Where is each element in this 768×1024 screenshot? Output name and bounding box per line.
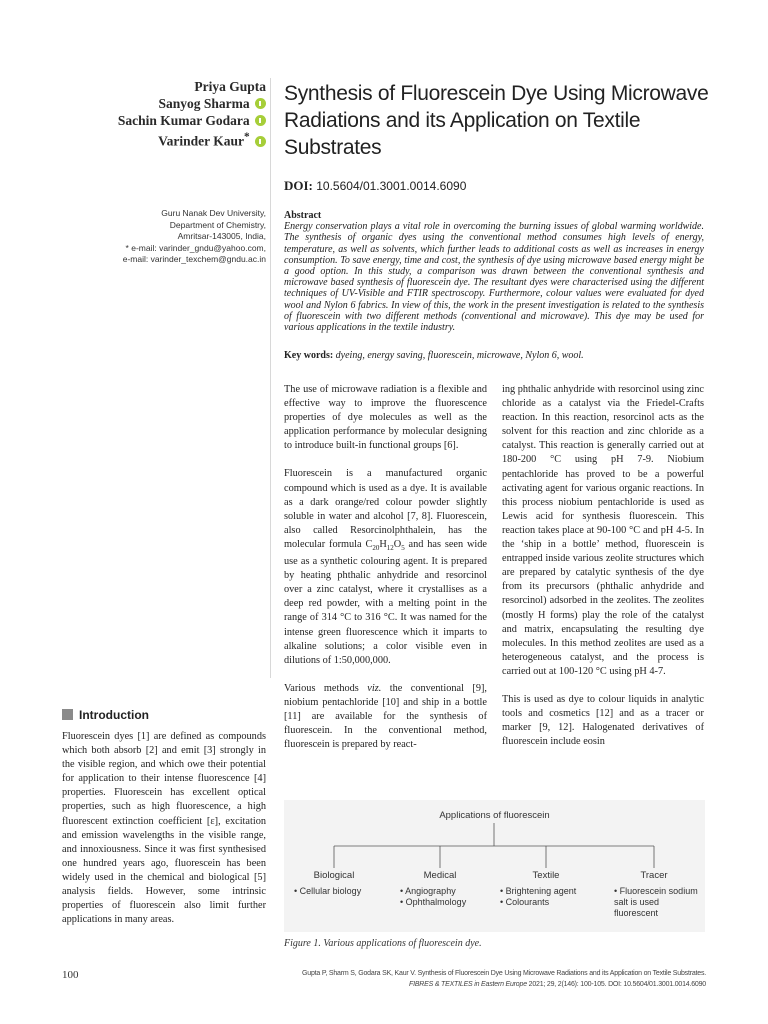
orcid-icon[interactable]: [255, 136, 266, 147]
paragraph: This is used as dye to colour liquids in analytic tools and cosmetics [12] and as a tracer or marker [9, 12]. Halogenated derivatives of fluorescein include eosin: [502, 693, 704, 748]
figure-category: Textile: [532, 870, 560, 881]
figure-root-label: Applications of fluorescein: [439, 810, 550, 821]
paper-title: Synthesis of Fluorescein Dye Using Microwave Radiations and its Application on Textile Substrates: [284, 82, 709, 159]
figure-caption: Figure 1. Various applications of fluorescein dye.: [284, 938, 482, 949]
abstract-heading: Abstract: [284, 210, 322, 221]
abstract: [284, 210, 704, 333]
email-link[interactable]: * e-mail: varinder_gndu@yahoo.com,: [125, 242, 266, 253]
doi[interactable]: DOI: 10.5604/01.3001.0014.6090: [284, 178, 467, 193]
affiliation: Guru Nanak Dev University, Department of Chemistry, Amritsar-143005, India, * e-mail: varinder_gndu@yahoo.com, e-mail: varinder_texchem@gndu.ac.in: [100, 208, 266, 266]
keywords: Key words: dyeing, energy saving, fluorescein, microwave, Nylon 6, wool.: [284, 350, 584, 361]
paragraph: The use of microwave radiation is a flexible and effective way to improve the fluorescence properties of dye molecules as well as the application performance by molecular designing to introduce built-in functional groups [6].: [284, 384, 487, 452]
body-column-2: [284, 383, 487, 766]
figure-category: Biological: [313, 870, 355, 881]
section-square-icon: [62, 709, 73, 720]
author-1: Priya Gupta: [194, 79, 266, 94]
column-divider: [270, 78, 271, 678]
paragraph: Various methods viz. the conventional [9], niobium pentachloride [10] and ship in a bottle [11] are available for the synthesis of fluorescein. In the conventional method, fluorescein is prepared by react-: [284, 682, 487, 751]
section-heading-introduction: Introduction: [62, 708, 149, 722]
author-2: Sanyog Sharma: [62, 95, 266, 112]
page-number: 100: [62, 969, 79, 981]
email-link[interactable]: e-mail: varinder_texchem@gndu.ac.in: [122, 254, 266, 264]
author-4: Varinder Kaur*: [62, 129, 266, 150]
body-column-1: [62, 730, 266, 941]
body-column-3: [502, 383, 704, 763]
abstract-text: Energy conservation plays a vital role in overcoming the burning issues of global warming worldwide. The synthesis of organic dyes using the conventional method consumes high levels of energy, temperature, as well as solvents, which further leads to additional costs as well as increases in energy consumption. To save energy, time and cost, the synthesis of dye using microwave based energy might be a good option. In this study, a comparison was drawn between the conventional synthesis and microwave based synthesis of fluorescein dye. The resultant dyes were characterised using the different techniques of UV-Visible and FTIR spectroscopy. Furthermore, colour values were evaluated for dyed wool and Nylon 6 fabrics. In view of this, the work in the present investigation is related to the synthesis of fluorescein with two different methods (conventional and microwave). This dye may be used for various applications in the textile industry.: [284, 221, 704, 334]
paragraph: ing phthalic anhydride with resorcinol using zinc chloride as a catalyst via the Friedel-Crafts reaction. In this reaction, resorcinol acts as the solvent for this reaction and zinc chloride as a catalyst. This reaction is generally carried out at 180-200 °C using pH 7-9. Niobium pentachloride has proved to be a powerful activating agent for various organic reactions. In this process niobium pentachloride is used as Lewis acid for synthesis fluorescein. This reaction takes place at 90-100 °C and pH 4-5. In the ‘ship in a bottle’ method, fluorescein is entrapped inside various zeolite structures which are prepared by catalytic synthesis of the dye from its precursors (phthalic anhydride and resorcinol) adsorbed in the zeolites. The zeolites (mostly H forms) play the role of the catalyst and matrix, encapsulating the resulting dye molecules. In this method zeolites are used as a heterogeneous catalyst, and the process is carried out at 100-120 °C using pH 4-7.: [502, 384, 704, 677]
figure-category: Medical: [423, 870, 457, 881]
figure-category: Tracer: [640, 870, 668, 881]
paragraph: Fluorescein is a manufactured organic compound which is used as a dye. It is available as a dark orange/red colour powder slightly soluble in water and alcohol [7, 8]. Fluorescein, also called Resorcinolphthalein, has the molecular formula $C_{20}H_{12}O_5$ and has seen wide use as a synthetic colouring agent. It is prepared by heating phthalic anhydride and resorcinol over a zinc catalyst, where it crystallises as a deep red powder, with a melting point in the range of 314 °C to 316 °C. It was named for the intense green fluorescence which it imparts to alkaline solutions; a color visible even in dilutions of 1:50,000,000.: [284, 468, 487, 666]
figure-items: • Cellular biology: [294, 886, 394, 897]
citation-footer: Gupta P, Sharm S, Godara SK, Kaur V. Synthesis of Fluorescein Dye Using Microwave Radiations and its Application on Textile Substrates. FIBRES & TEXTILES in Eastern Europe 2021; 29, 2(146): 100-105. DOI: 10.5604/01.3001.0014.6090: [302, 970, 706, 988]
author-list: [62, 78, 266, 150]
figure-items: • Angiography • Ophthalmology: [400, 886, 500, 908]
paragraph: Fluorescein dyes [1] are defined as compounds which both absorb [2] and emit [3] strongly in the visible region, and which owe their potential for application to their intense fluorescence [4] properties. Fluorescein has excellent optical properties, such as high fluorescence, a high fluorescent extinction coefficient [ε], excitation and emission wavelengths in the visible range, and innoxiousness. Since it was first synthesised one hundred years ago, fluorescein has been widely used in the chemical and biological [5] analysis fields. However, some intrinsic properties of fluorescein also limit further applications in many areas.: [62, 731, 266, 926]
author-3: Sachin Kumar Godara: [62, 112, 266, 129]
figure-items: • Brightening agent • Colourants: [500, 886, 600, 908]
figure-items: • Fluorescein sodium salt is used fluorescent: [614, 886, 700, 919]
orcid-icon[interactable]: [255, 98, 266, 109]
figure-1: [284, 800, 705, 932]
orcid-icon[interactable]: [255, 115, 266, 126]
